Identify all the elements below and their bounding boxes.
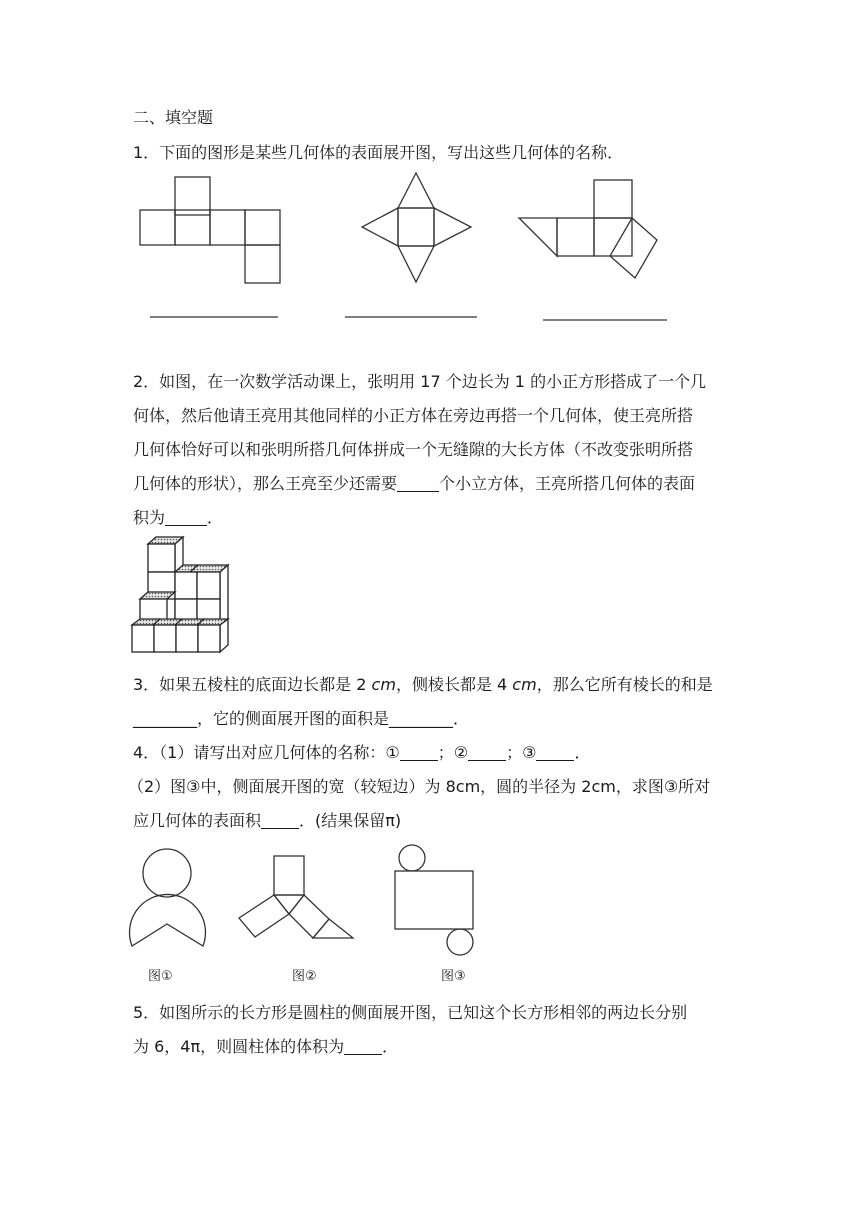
cone-net-figure bbox=[125, 848, 215, 953]
question-2-line-4: 几何体的形状），那么王亮至少还需要 个小立方体，王亮所搭几何体的表面 bbox=[133, 474, 696, 493]
question-5-line-2: 为 6，4π，则圆柱体的体积为 ． bbox=[133, 1037, 399, 1056]
question-5-line-1: 5．如图所示的长方形是圆柱的侧面展开图，已知这个长方形相邻的两边长分别 bbox=[133, 1003, 688, 1022]
square-pyramid-net-figure bbox=[340, 170, 480, 320]
answer-blank-solid-3[interactable] bbox=[536, 744, 574, 761]
answer-blank-edge-sum[interactable]: ________ bbox=[133, 709, 197, 728]
question-1-text: 1．下面的图形是某些几何体的表面展开图，写出这些几何体的名称． bbox=[133, 143, 624, 162]
answer-blank-surface-area[interactable] bbox=[165, 509, 207, 526]
answer-blank-cylinder-surface[interactable] bbox=[261, 812, 299, 829]
question-2-line-3: 几何体恰好可以和张明所搭几何体拼成一个无缝隙的大长方体（不改变张明所搭 bbox=[133, 440, 694, 459]
question-4-line-3: 应几何体的表面积 ．(结果保留π) bbox=[133, 811, 402, 830]
figure-caption-1: 图① bbox=[148, 969, 173, 984]
answer-blank-cylinder-volume[interactable] bbox=[344, 1038, 382, 1055]
figure-caption-2: 图② bbox=[292, 969, 317, 984]
question-2-line-2: 何体，然后他请王亮用其他同样的小正方体在旁边再搭一个几何体，使王亮所搭 bbox=[133, 406, 694, 425]
answer-blank-lateral-area[interactable]: ________． bbox=[389, 709, 470, 728]
question-3-line-2: ________，它的侧面展开图的面积是________． bbox=[133, 709, 470, 728]
figure-caption-3: 图③ bbox=[441, 969, 466, 984]
cube-net-figure bbox=[130, 170, 300, 320]
triangular-prism-net-figure-2 bbox=[235, 852, 365, 942]
question-2-line-5: 积为 ． bbox=[133, 508, 224, 527]
stacked-cubes-figure bbox=[130, 535, 240, 660]
question-2-line-1: 2．如图，在一次数学活动课上，张明用 17 个边长为 1 的小正方形搭成了一个几 bbox=[133, 372, 707, 391]
answer-blank-solid-1[interactable] bbox=[400, 744, 438, 761]
triangular-prism-net-figure bbox=[515, 170, 675, 325]
section-title: 二、填空题 bbox=[133, 108, 214, 127]
cylinder-net-figure bbox=[390, 843, 480, 958]
question-4-line-1: 4．（1）请写出对应几何体的名称：① ；② ；③ ． bbox=[133, 743, 591, 762]
question-4-line-2: （2）图③中，侧面展开图的宽（较短边）为 8cm，圆的半径为 2cm，求图③所对 bbox=[128, 777, 711, 796]
answer-blank-solid-2[interactable] bbox=[468, 744, 506, 761]
answer-blank-cube-count[interactable] bbox=[397, 475, 439, 492]
question-3-line-1: 3．如果五棱柱的底面边长都是 2 cm，侧棱长都是 4 cm，那么它所有棱长的和是 bbox=[133, 675, 713, 694]
